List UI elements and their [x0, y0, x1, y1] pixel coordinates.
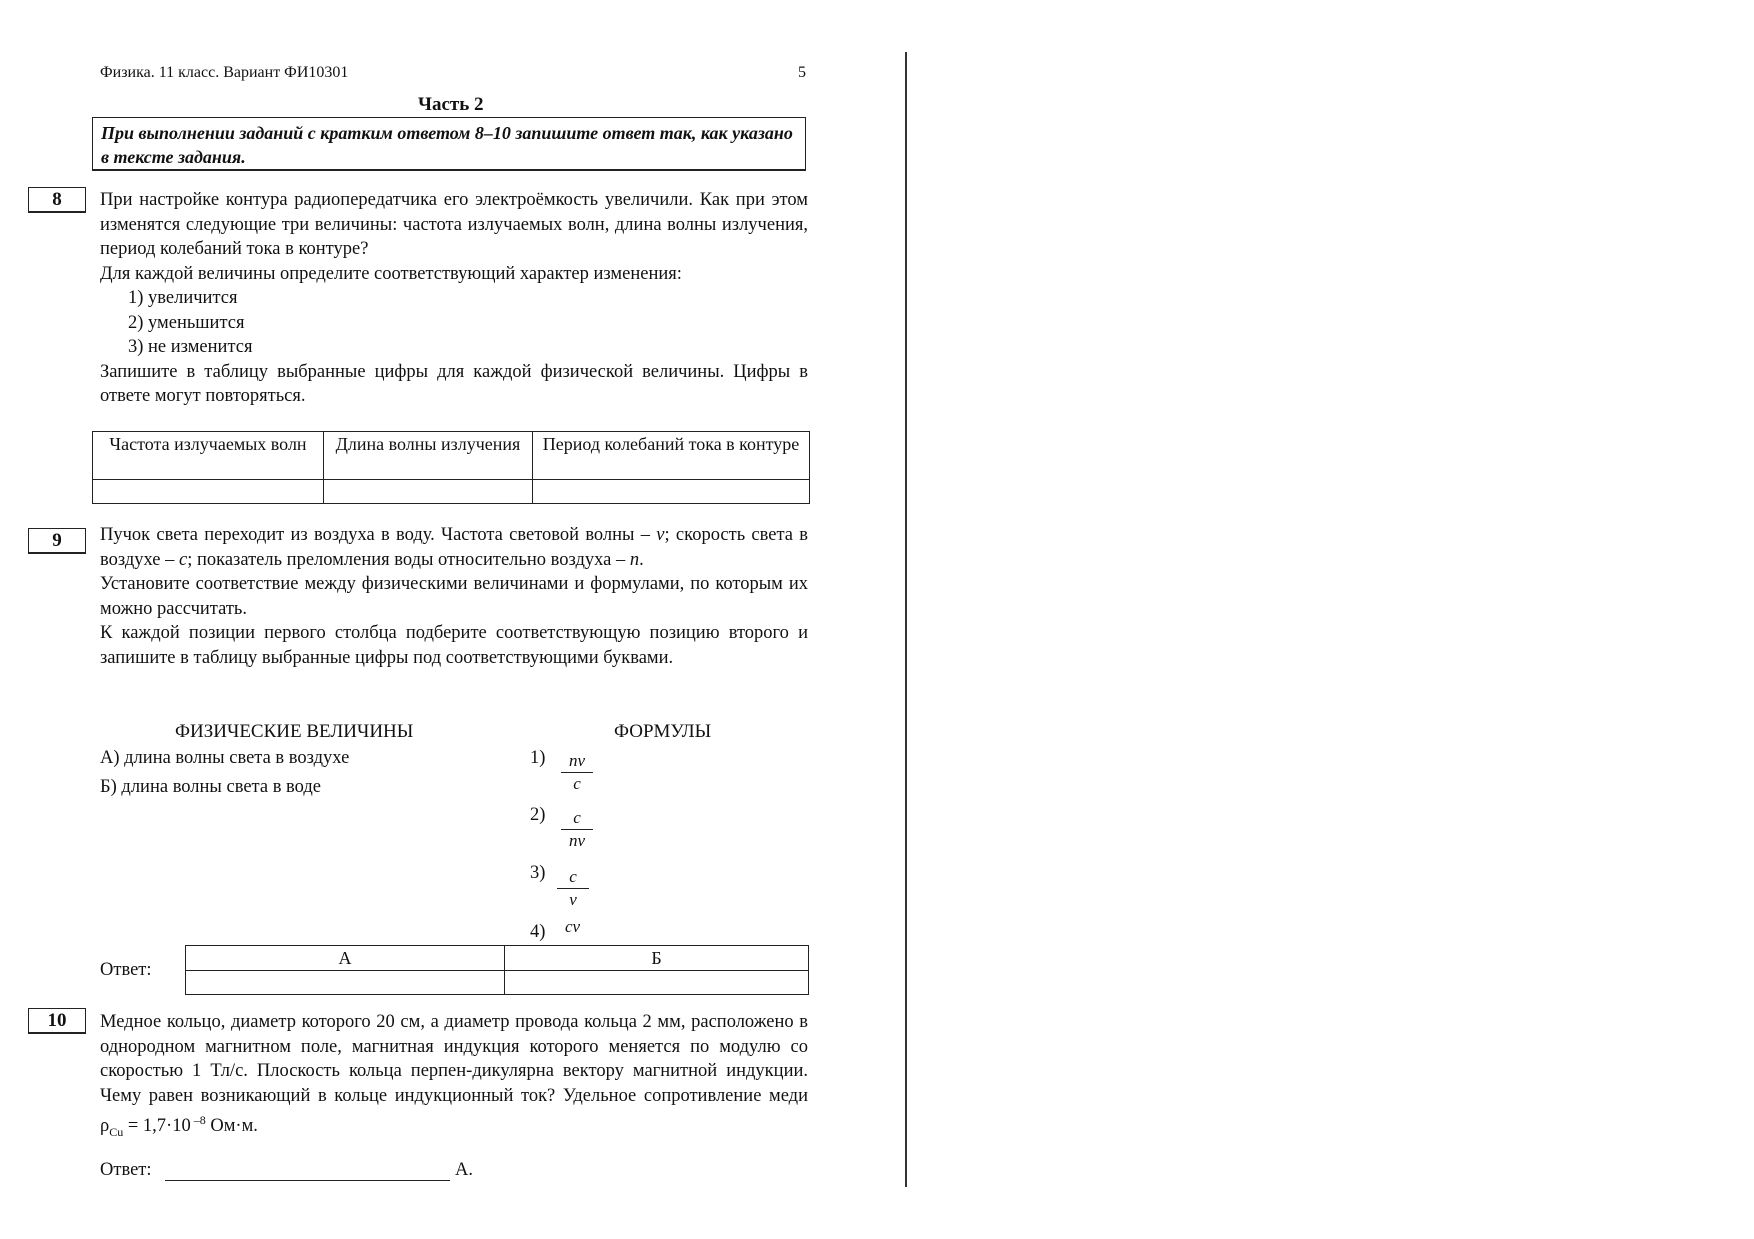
item-a: А) длина волны света в воздухе	[100, 748, 350, 768]
symbol-nu: ν	[656, 525, 665, 545]
question-10-answer-label: Ответ:	[100, 1160, 152, 1180]
header-period: Период колебаний тока в контуре	[533, 432, 810, 480]
question-number-8: 8	[28, 187, 86, 213]
header-frequency: Частота излучаемых волн	[93, 432, 324, 480]
option-2: 2) уменьшится	[128, 312, 245, 333]
question-8-body	[100, 188, 808, 409]
formula-label-2: 2)	[530, 805, 546, 825]
option-3: 3) не изменится	[128, 337, 253, 357]
formula-2: $\frac{c}{n\nu}$	[561, 807, 593, 852]
part-instruction: При выполнении заданий с кратким ответом 8–10 запишите ответ так, как указано в тексте задания.	[92, 117, 806, 171]
formula-1: $\frac{n\nu}{c}$	[561, 750, 593, 795]
question-10-text: Медное кольцо, диаметр которого 20 см, а диаметр провода кольца 2 мм, расположено в однородном магнитном поле, магнитная индукция которого меняется по модулю со скоростью 1 Тл/с. Плоскость кольца перпен-дикулярна вектору магнитной индукции. Чему равен возникающий в кольце индукционный ток? Удельное сопротивление меди $\rho_{Cu} = 1,7\cdot 10$ $^{-8}$ Ом·м.	[100, 1012, 808, 1139]
symbol-n: n	[629, 549, 640, 570]
column-physical-quantities: ФИЗИЧЕСКИЕ ВЕЛИЧИНЫ	[175, 721, 414, 742]
page-header-title: Физика. 11 класс. Вариант ФИ10301	[100, 64, 349, 81]
answer-header-b: Б	[505, 946, 809, 971]
answer-cell-wavelength[interactable]	[324, 480, 533, 504]
question-9-instruction-1: Установите соответствие между физическими величинами и формулами, по которым их можно рассчитать.	[100, 574, 808, 619]
question-9-body	[100, 523, 808, 670]
question-8-prompt: Для каждой величины определите соответствующий характер изменения:	[100, 263, 682, 284]
answer-cell-frequency[interactable]	[93, 480, 324, 504]
answer-cell-a[interactable]	[186, 971, 505, 995]
formula-3: $\frac{c}{\nu}$	[557, 866, 589, 911]
answer-cell-period[interactable]	[533, 480, 810, 504]
option-1: 1) увеличится	[128, 288, 238, 308]
question-9-answer-label: Ответ:	[100, 960, 152, 980]
question-8-text: При настройке контура радиопередатчика его электроёмкость увеличили. Как при этом изменятся следующие три величины: частота излучаемых волн, длина волны излучения, период колебаний тока в контуре?	[100, 190, 808, 259]
question-number-10: 10	[28, 1008, 86, 1034]
question-10-answer-line[interactable]	[165, 1158, 450, 1181]
answer-cell-b[interactable]	[505, 971, 809, 995]
question-9-instruction-2: К каждой позиции первого столбца подберите соответствующую позицию второго и запишите в таблицу выбранные цифры под соответствующими буквами.	[100, 623, 808, 668]
answer-header-a: А	[186, 946, 505, 971]
question-9-text: Пучок света переходит из воздуха в воду. Частота световой волны – ν; скорость света в воздухе – c; показатель преломления воды относительно воздуха – n.	[100, 525, 808, 570]
question-10-body	[100, 1010, 808, 1144]
formula-4: cν	[565, 917, 581, 936]
item-b: Б) длина волны света в воде	[100, 777, 321, 797]
question-10-answer-unit: А.	[455, 1160, 473, 1180]
formula-label-3: 3)	[530, 863, 546, 883]
page-divider	[905, 52, 907, 1187]
column-formulas: ФОРМУЛЫ	[614, 721, 712, 742]
page-number: 5	[798, 64, 806, 81]
symbol-c: c	[179, 549, 188, 570]
formula-label-4: 4)	[530, 922, 546, 942]
header-wavelength: Длина волны излучения	[324, 432, 533, 480]
question-9-answer-table	[185, 945, 809, 995]
part-title: Часть 2	[418, 94, 484, 115]
question-number-9: 9	[28, 528, 86, 554]
question-8-answer-table	[92, 431, 810, 504]
question-8-note: Запишите в таблицу выбранные цифры для каждой физической величины. Цифры в ответе могут повторяться.	[100, 361, 808, 406]
formula-label-1: 1)	[530, 748, 546, 768]
